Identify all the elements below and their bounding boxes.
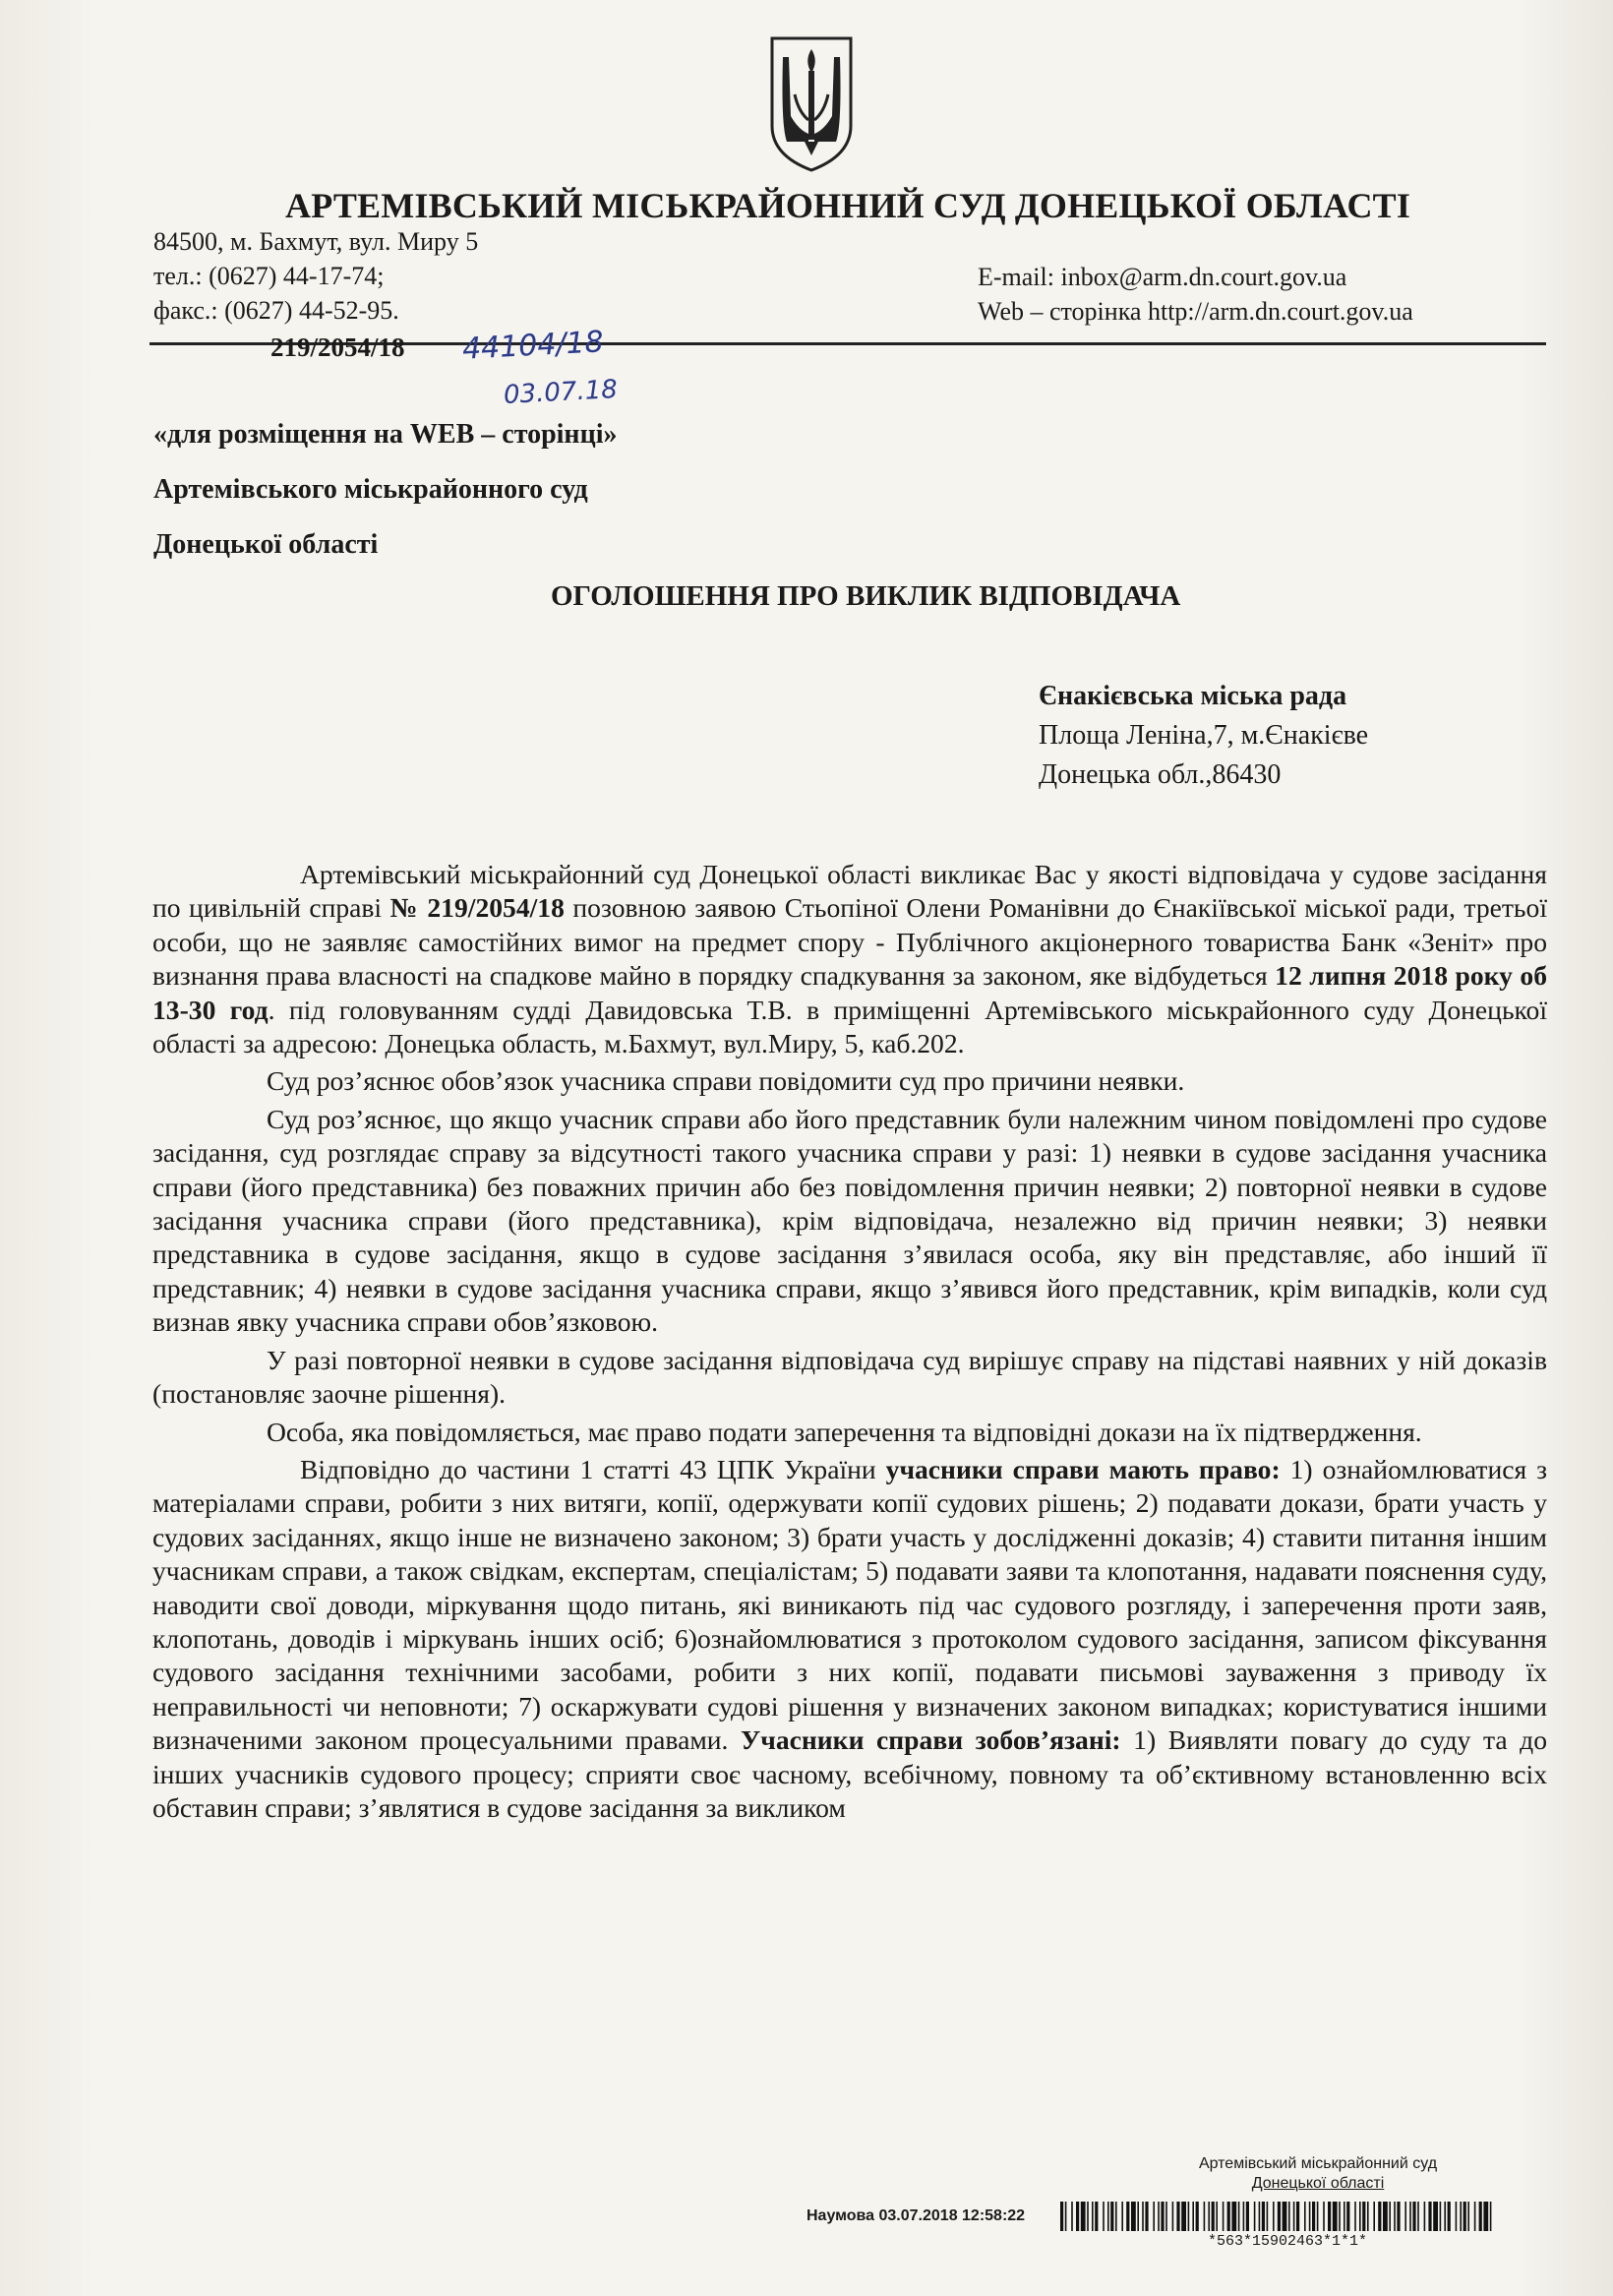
barcode-bar	[1490, 2202, 1492, 2231]
barcode-bar	[1071, 2202, 1073, 2231]
barcode-bar	[1412, 2202, 1415, 2231]
court-email: E-mail: inbox@arm.dn.court.gov.ua	[978, 263, 1347, 291]
barcode-bar	[1161, 2202, 1164, 2231]
barcode-bar	[1165, 2202, 1167, 2231]
handwritten-date: 03.07.18	[503, 374, 619, 411]
paragraph-summons: Артемівський міськрайонний суд Донецької області викликає Вас у якості відповідача у судове засідання по цивільній справі № 219/2054/18 позовною заявою Стьопіної Олени Романівни до Єнакіївської міської ради, третьої особи, що не заявляє самостійних вимог на предмет спору - Публічного акціонерного товариства Банк «Зеніт» про визнання права власності на спадкове майно в порядку спадкування за законом, яке відбудеться 12 липня 2018 року об 13-30 год. під головуванням судді Давидовська Т.В. в приміщенні Артемівського міськрайонного суду Донецької області за адресою: Донецька область, м.Бахмут, вул.Миру, 5, каб.202.	[152, 859, 1547, 1059]
barcode-bar	[1145, 2202, 1148, 2231]
barcode-bar	[1312, 2202, 1315, 2231]
barcode-bar	[1333, 2202, 1338, 2231]
barcode-bar	[1460, 2202, 1462, 2231]
barcode-bar	[1137, 2202, 1139, 2231]
barcode-bar	[1238, 2202, 1240, 2231]
court-address: 84500, м. Бахмут, вул. Миру 5	[153, 227, 479, 256]
barcode-bar	[1397, 2202, 1400, 2231]
barcode-bar	[1323, 2202, 1325, 2231]
case-number: 219/2054/18	[270, 332, 405, 362]
barcode-bar	[1107, 2202, 1109, 2231]
barcode-bar	[1354, 2202, 1356, 2231]
barcode-bar	[1273, 2202, 1275, 2231]
barcode-bar	[1087, 2202, 1089, 2231]
trident-emblem	[769, 35, 854, 173]
barcode-bar	[1103, 2202, 1105, 2231]
barcode-bar	[1158, 2202, 1160, 2231]
barcode-bar	[1153, 2202, 1155, 2231]
barcode-bar	[1424, 2202, 1426, 2231]
barcode-bar	[1394, 2202, 1396, 2231]
barcode-bar	[1417, 2202, 1419, 2231]
rights-heading: учасники справи мають право:	[885, 1453, 1281, 1484]
barcode-bar	[1176, 2202, 1179, 2231]
notice-title: ОГОЛОШЕННЯ ПРО ВИКЛИК ВІДПОВІДАЧА	[551, 580, 1181, 612]
barcode-bar	[1204, 2202, 1206, 2231]
barcode-bar	[1483, 2202, 1488, 2231]
court-phone: тел.: (0627) 44-17-74;	[153, 262, 385, 290]
barcode-bar	[1467, 2202, 1469, 2231]
barcode-bar	[1212, 2202, 1215, 2231]
court-line-2: Донецької області	[153, 529, 379, 560]
barcode-bar	[1359, 2202, 1361, 2231]
barcode-bar	[1095, 2202, 1098, 2231]
barcode-bar	[1081, 2202, 1086, 2231]
paragraph-absence-rules: Суд роз’яснює, що якщо учасник справи або його представник були належним чином повідомлені про судове засідання, суд розглядає справу за відсутності такого учасника справи у разі: 1) неявки в судове засідання учасника справи (його представника) без поважних причин або без повідомлення причин неявки; 2) повторної неявки в судове засідання учасника справи (його представника), крім відповідача, незалежно від причин неявки; 3) неявки представника в судове засідання, якщо в судове засідання з’явилася особа, яку він представляє, або інший її представник; 4) неявки в судове засідання учасника справи, якщо з’явився його представник, крім випадків, коли суд визнав явку учасника справи обов’язковою.	[152, 1103, 1547, 1338]
barcode-bar	[1208, 2202, 1210, 2231]
paragraph-participant-rights: Відповідно до частини 1 статті 43 ЦПК України учасники справи мають право: 1) ознайомлюватися з матеріалами справи, робити з них витяги, копії, одержувати копії судових рішень; 2) подавати докази, брати участь у судових засіданнях, якщо інше не визначено законом; 3) брати участь у дослідженні доказів; 4) ставити питання іншим учасникам справи, а також свідкам, експертам, спеціалістам; 5) подавати заяви та клопотання, надавати пояснення суду, наводити свої доводи, міркування щодо питань, які виникають під час судового розгляду, і заперечення проти заяв, клопотань, доводів і міркувань інших осіб; 6)ознайомлюватися з протоколом судового засідання, записом фіксування судового засідання технічними засобами, робити з них копії, подавати письмові зауваження з приводу їх неправильності чи неповноти; 7) оскаржувати судові рішення у визначених законом випадках; користуватися іншими визначеними законом процесуальними правами. Учасники справи зобов’язані: 1) Виявляти повагу до суду та до інших учасників судового процесу; сприяти своє часному, всебічному, повному та об’єктивному встановленню всіх обставин справи; з’являтися в судове засідання за викликом	[152, 1453, 1548, 1823]
barcode-bar	[1328, 2202, 1331, 2231]
recipient-name: Єнакієвська міська рада	[1039, 681, 1347, 711]
paragraph-right-to-object: Особа, яка повідомляється, має право подати заперечення та відповідні докази на їх підтвердження.	[267, 1416, 1422, 1447]
barcode-bar	[1278, 2202, 1281, 2231]
court-website: Web – сторінка http://arm.dn.court.gov.ua	[978, 297, 1413, 326]
barcode-bar	[1409, 2202, 1411, 2231]
handwritten-registration-number: 44104/18	[461, 325, 605, 367]
barcode-bar	[1142, 2202, 1144, 2231]
barcode-bar	[1126, 2202, 1129, 2231]
barcode-bar	[1196, 2202, 1199, 2231]
barcode-bar	[1181, 2202, 1186, 2231]
barcode-bar	[1479, 2202, 1482, 2231]
barcode-bar	[1259, 2202, 1261, 2231]
recipient-street: Площа Леніна,7, м.Єнакієве	[1039, 720, 1369, 751]
barcode-bar	[1373, 2202, 1375, 2231]
stamp-court: Артемівський міськрайонний суд	[1198, 2155, 1438, 2172]
barcode-bar	[1367, 2202, 1369, 2231]
barcode-bar	[1464, 2202, 1466, 2231]
barcode-bar	[1309, 2202, 1311, 2231]
barcode	[1060, 2202, 1495, 2231]
barcode-bar	[1362, 2202, 1365, 2231]
barcode-bar	[1243, 2202, 1245, 2231]
barcode-bar	[1293, 2202, 1295, 2231]
barcode-bar	[1121, 2202, 1123, 2231]
barcode-bar	[1227, 2202, 1230, 2231]
barcode-bar	[1060, 2202, 1063, 2231]
barcode-bar	[1262, 2202, 1265, 2231]
barcode-bar	[1404, 2202, 1406, 2231]
barcode-bar	[1317, 2202, 1319, 2231]
court-contacts-right	[978, 260, 1413, 329]
barcode-bar	[1254, 2202, 1256, 2231]
barcode-bar	[1444, 2202, 1446, 2231]
court-contacts-left	[153, 224, 478, 328]
notice-body	[152, 858, 1547, 1829]
registry-stamp	[1121, 2154, 1515, 2194]
recipient-region: Донецька обл.,86430	[1039, 759, 1282, 790]
barcode-bar	[1304, 2202, 1306, 2231]
barcode-bar	[1346, 2202, 1349, 2231]
barcode-bar	[1192, 2202, 1194, 2231]
court-fax: факс.: (0627) 44-52-95.	[153, 296, 399, 325]
barcode-bar	[1428, 2202, 1431, 2231]
for-web-note: «для розміщення на WEB – сторінці»	[153, 419, 618, 450]
barcode-bar	[1110, 2202, 1113, 2231]
barcode-bar	[1474, 2202, 1476, 2231]
obligations-heading: Учасники справи зобов’язані:	[741, 1724, 1121, 1756]
barcode-bar	[1188, 2202, 1190, 2231]
hearing-date: 12 липня 2018 року об 13-30 год	[152, 960, 1547, 1025]
barcode-bar	[1344, 2202, 1345, 2231]
case-number-inline: № 219/2054/18	[389, 892, 565, 924]
barcode-bar	[1246, 2202, 1249, 2231]
barcode-bar	[1433, 2202, 1438, 2231]
barcode-bar	[1216, 2202, 1218, 2231]
barcode-bar	[1296, 2202, 1299, 2231]
barcode-bar	[1076, 2202, 1079, 2231]
barcode-bar	[1065, 2202, 1067, 2231]
barcode-bar	[1092, 2202, 1094, 2231]
barcode-bar	[1115, 2202, 1117, 2231]
paragraph-repeated-absence: У разі повторної неявки в судове засідання відповідача суд вирішує справу на підставі наявних у ній доказів (постановляє заочне рішення).	[152, 1344, 1547, 1410]
operator-timestamp: Наумова 03.07.2018 12:58:22	[806, 2207, 1026, 2224]
court-name: АРТЕМІВСЬКИЙ МІСЬКРАЙОННИЙ СУД ДОНЕЦЬКОЇ ОБЛАСТІ	[285, 186, 1411, 225]
barcode-bar	[1223, 2202, 1225, 2231]
barcode-bar	[1339, 2202, 1341, 2231]
barcode-bar	[1283, 2202, 1287, 2231]
barcode-bar	[1383, 2202, 1388, 2231]
recipient-block	[1039, 677, 1368, 795]
stamp-region: Донецької області	[1251, 2175, 1385, 2192]
barcode-bar	[1456, 2202, 1458, 2231]
barcode-bar	[1131, 2202, 1136, 2231]
barcode-bar	[1288, 2202, 1290, 2231]
barcode-text: *563*15902463*1*1*	[1208, 2233, 1368, 2250]
barcode-bar	[1267, 2202, 1269, 2231]
barcode-bar	[1378, 2202, 1381, 2231]
barcode-bar	[1172, 2202, 1174, 2231]
barcode-bar	[1389, 2202, 1391, 2231]
barcode-bar	[1440, 2202, 1442, 2231]
barcode-bar	[1231, 2202, 1236, 2231]
paragraph-duty-to-report: Суд роз’яснює обов’язок учасника справи повідомити суд про причини неявки.	[267, 1065, 1185, 1097]
court-line-1: Артемівського міськрайонного суд	[153, 474, 588, 505]
barcode-bar	[1448, 2202, 1451, 2231]
